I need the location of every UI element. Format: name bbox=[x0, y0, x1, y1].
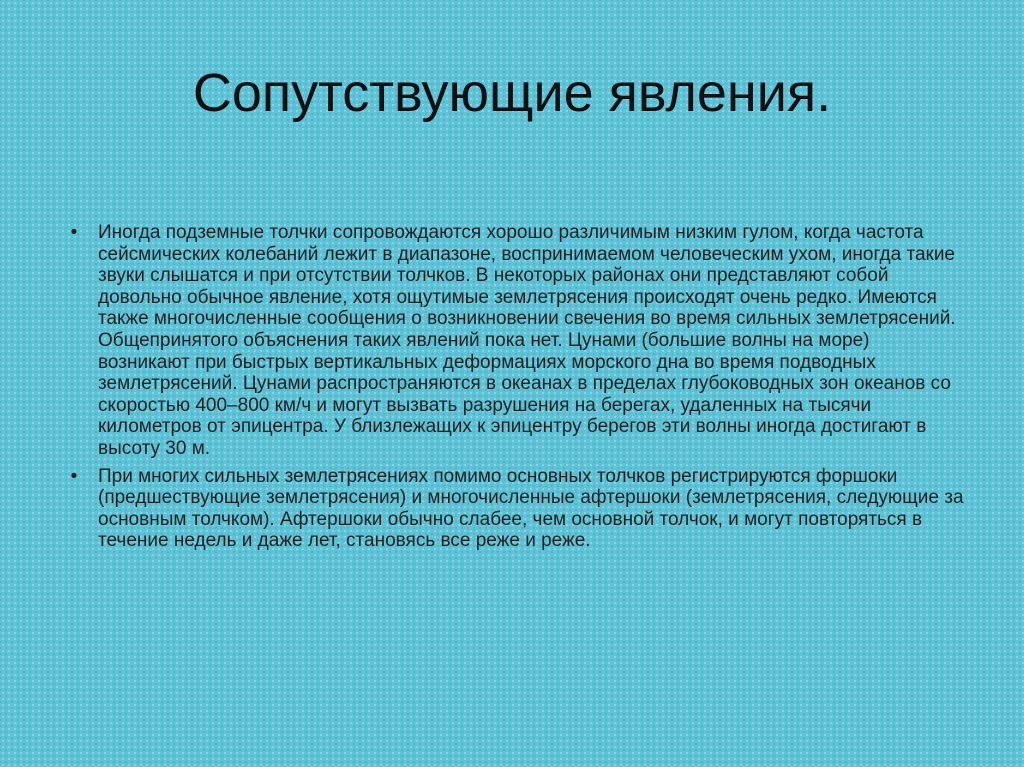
slide-title: Сопутствующие явления. bbox=[192, 63, 832, 123]
bullet-marker-icon: • bbox=[70, 222, 78, 243]
bullet-item-2 bbox=[64, 466, 964, 552]
bullet-marker-icon: • bbox=[70, 465, 78, 487]
bullet-item-1 bbox=[64, 222, 964, 460]
bullet-list bbox=[64, 222, 964, 558]
bullet-text: При многих сильных землетрясениях помимо основных толчков регистрируются форшоки (предшествующие землетрясения) и многочисленные афтершоки (землетрясения, следующие за основным толчком). Афтершоки обычно слабее, чем основной толчок, и могут повторяться в течение недель и даже лет, становясь все реже и реже. bbox=[98, 465, 964, 552]
bullet-text: Иногда подземные толчки сопровождаются хорошо различимым низким гулом, когда частота сейсмических колебаний лежит в диапазоне, воспринимаемом человеческим ухом, иногда такие звуки слышатся и при отсутствии толчков. В некоторых районах они представляют собой довольно обычное явление, хотя ощутимые землетрясения происходят очень редко. Имеются также многочисленные сообщения о возникновении свечения во время сильных землетрясений. Общепринятого объяснения таких явлений пока нет. Цунами (большие волны на море) возникают при быстрых вертикальных деформациях морского дна во время подводных землетрясений. Цунами распространяются в океанах в пределах глубоководных зон океанов со скоростью 400–800 км/ч и могут вызвать разрушения на берегах, удаленных на тысячи километров от эпицентра. У близлежащих к эпицентру берегов эти волны иногда достигают в высоту 30 м. bbox=[98, 222, 956, 459]
